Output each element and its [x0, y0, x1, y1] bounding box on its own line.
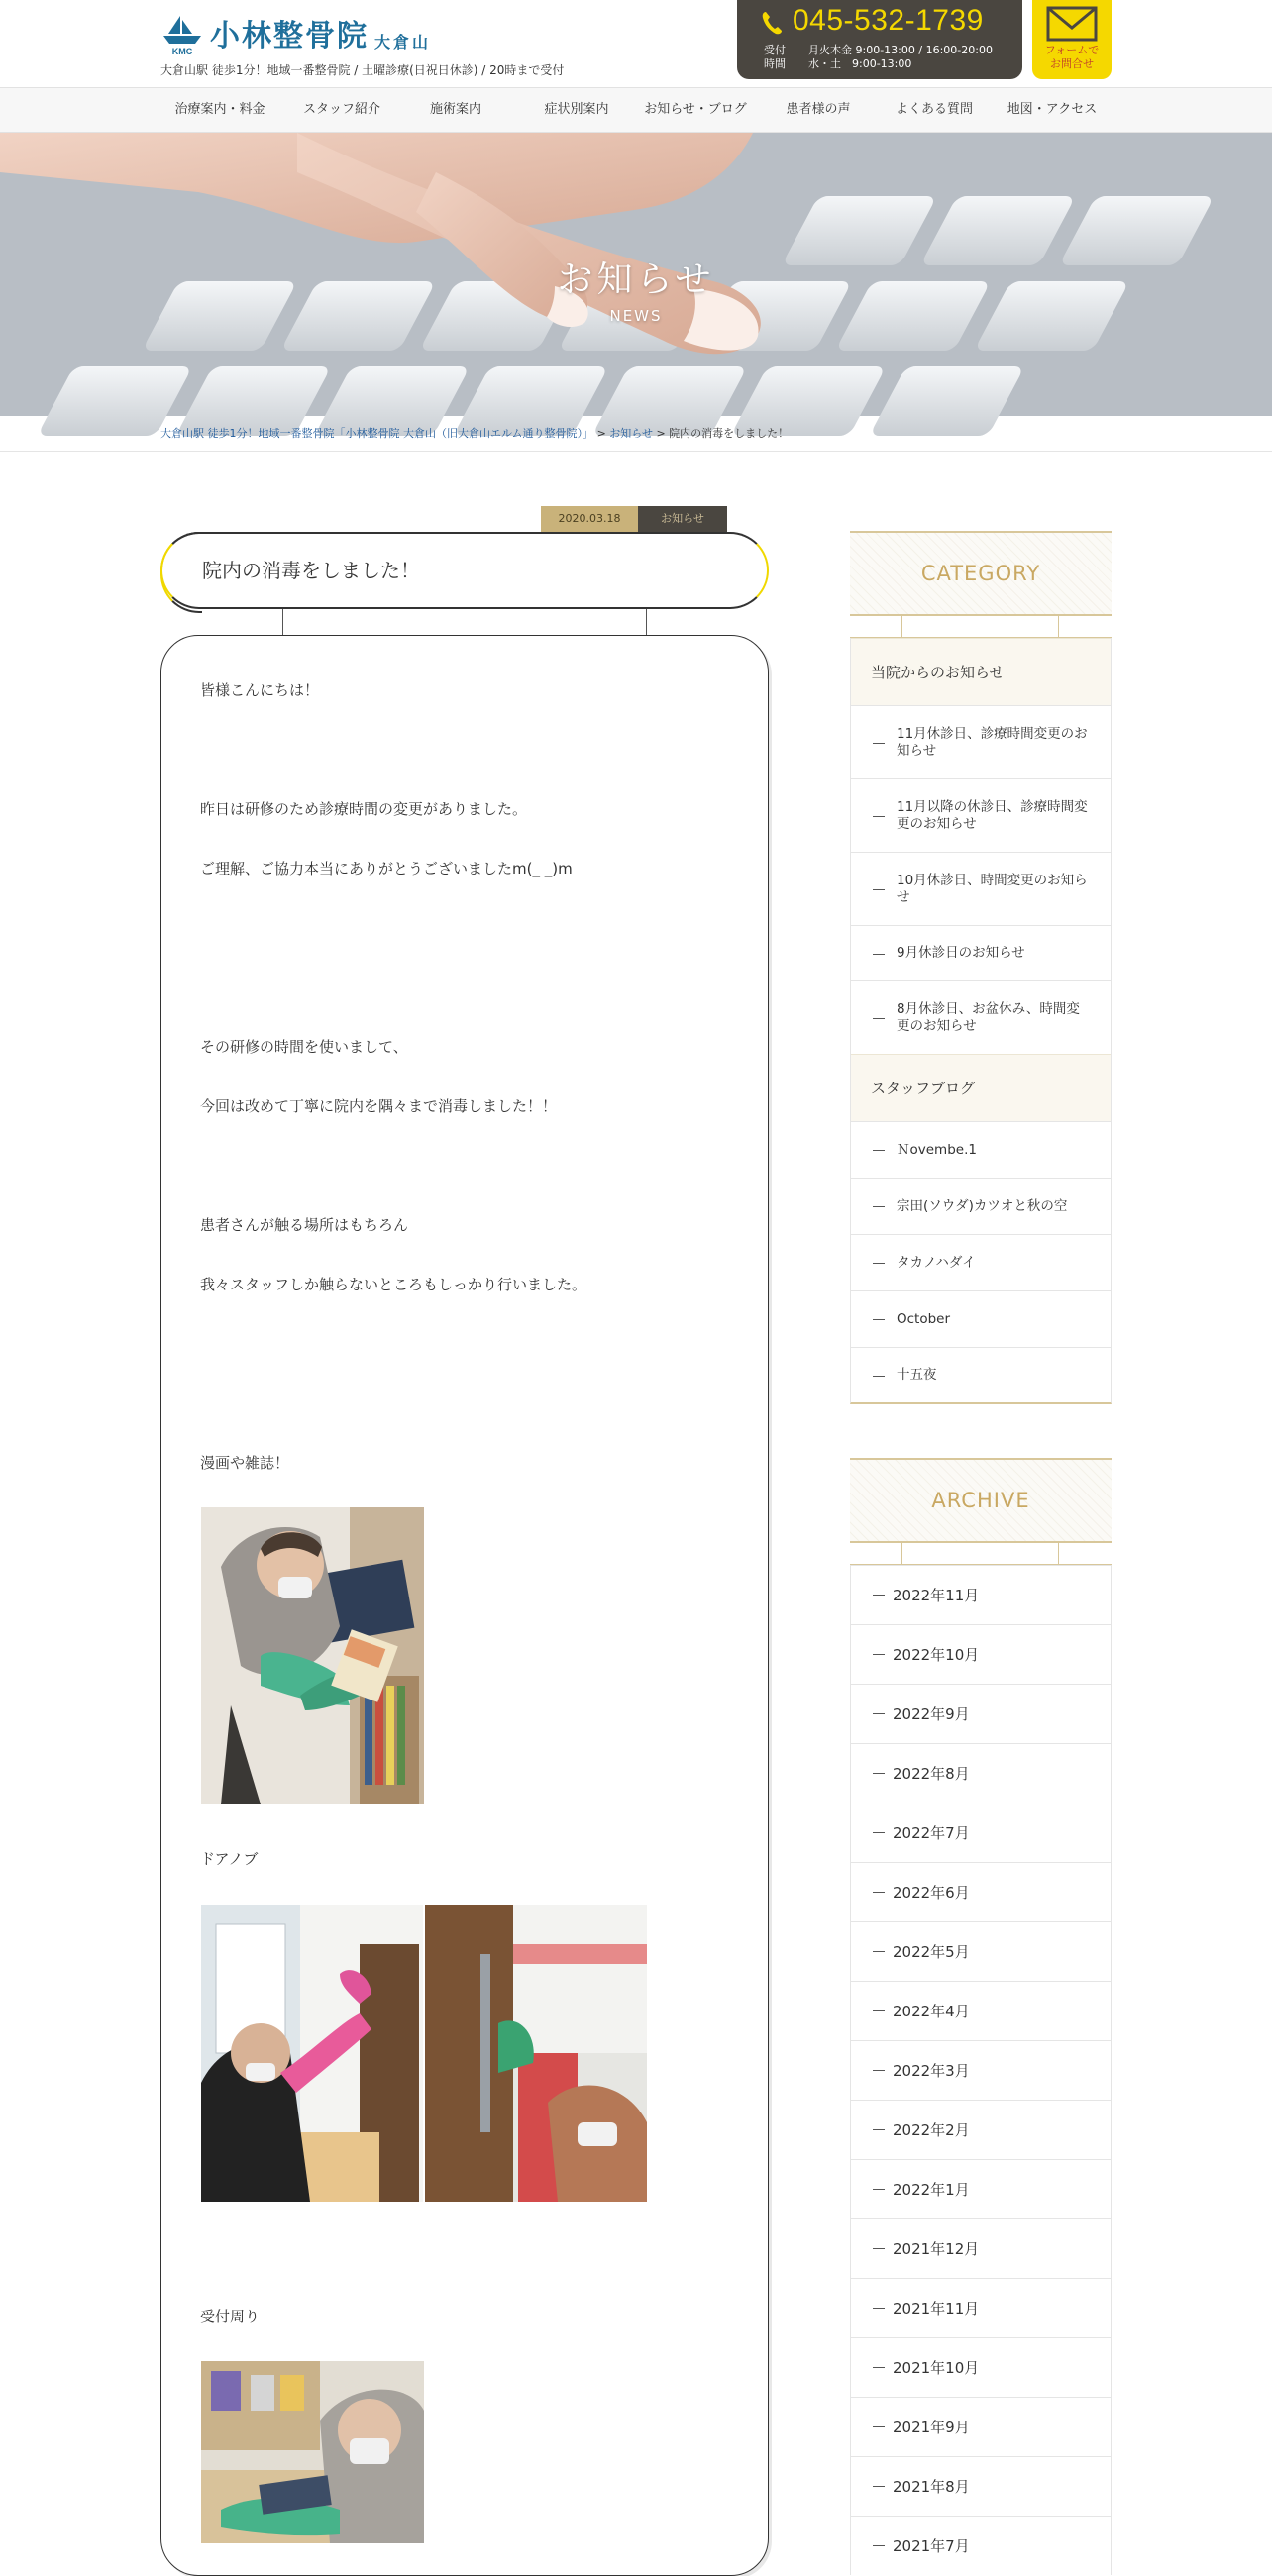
category-group-staff-blog[interactable]: スタッフブログ [851, 1054, 1111, 1121]
category-heading-tabs [850, 616, 1112, 638]
archive-item[interactable]: 2021年11月 [851, 2278, 1111, 2337]
post-paragraph: 昨日は研修のため診療時間の変更がありました。 [200, 800, 528, 818]
breadcrumb-separator: > [596, 427, 606, 440]
category-item[interactable]: 10月休診日、時間変更のお知らせ [851, 852, 1111, 925]
archive-item[interactable]: 2022年11月 [851, 1565, 1111, 1624]
category-heading: CATEGORY [850, 531, 1112, 616]
title-connector [646, 609, 647, 635]
post-paragraph: 漫画や雑誌！ [200, 1454, 290, 1472]
archive-item[interactable]: 2022年2月 [851, 2100, 1111, 2159]
category-item[interactable]: 宗田(ソウダ)カツオと秋の空 [851, 1178, 1111, 1234]
breadcrumb-current: 院内の消毒をしました！ [669, 427, 790, 440]
breadcrumb [0, 416, 1272, 452]
archive-item[interactable]: 2021年7月 [851, 2516, 1111, 2575]
nav-item-staff[interactable]: スタッフ紹介 [302, 102, 380, 117]
nav-item-voices[interactable]: 患者様の声 [786, 102, 851, 117]
post-paragraph: 患者さんが触る場所はもちろん [200, 1216, 409, 1234]
category-item[interactable]: 8月休診日、お盆休み、時間変更のお知らせ [851, 980, 1111, 1054]
logo-name: 小林整骨院 [210, 19, 369, 53]
category-item[interactable]: 9月休診日のお知らせ [851, 925, 1111, 980]
site-header [0, 0, 1272, 87]
post-title-box [160, 532, 769, 609]
category-item[interactable]: Ｎovembe.1 [851, 1121, 1111, 1178]
contact-form-label: フォームで お問合せ [1044, 44, 1100, 70]
nav-item-access[interactable]: 地図・アクセス [1007, 102, 1098, 117]
archive-heading: ARCHIVE [850, 1458, 1112, 1543]
archive-item[interactable]: 2022年6月 [851, 1862, 1111, 1921]
nav-item-treatments[interactable]: 施術案内 [429, 102, 481, 117]
logo-sub: 大倉山 [374, 33, 432, 52]
site-tagline: 大倉山駅 徒歩1分！地域一番整骨院 / 土曜診療(日祝日休診) / 20時まで受付 [160, 63, 565, 77]
tel-hours: 月火木金 9:00-13:00 / 16:00-20:00 水・土 9:00-13:00 [808, 44, 993, 70]
breadcrumb-section-link[interactable]: お知らせ [609, 427, 653, 440]
logo-mark-text: KMC [171, 47, 193, 56]
category-group-clinic-news[interactable]: 当院からのお知らせ [851, 638, 1111, 705]
site-logo[interactable] [160, 14, 431, 55]
category-list [850, 638, 1112, 1404]
post-date: 2020.03.18 [541, 506, 638, 532]
archive-item[interactable]: 2022年3月 [851, 2040, 1111, 2100]
phone-icon [761, 10, 783, 36]
archive-item[interactable]: 2022年4月 [851, 1981, 1111, 2040]
category-item[interactable]: October [851, 1290, 1111, 1347]
photo-disinfecting-door-knobs [201, 1905, 647, 2202]
archive-item[interactable]: 2022年10月 [851, 1624, 1111, 1684]
nav-item-treatment-fees[interactable]: 治療案内・料金 [174, 102, 265, 117]
post-paragraph: 今回は改めて丁寧に院内を隅々まで消毒しました！！ [200, 1097, 558, 1115]
archive-item[interactable]: 2022年8月 [851, 1743, 1111, 1803]
post-paragraph: ドアノブ [200, 1850, 259, 1868]
post-paragraph: 皆様こんにちは！ [200, 681, 320, 699]
archive-item[interactable]: 2022年5月 [851, 1921, 1111, 1981]
post-paragraph: 受付周り [200, 2308, 261, 2325]
post-category-tag[interactable]: お知らせ [638, 506, 727, 532]
mail-icon [1046, 6, 1098, 42]
nav-item-symptoms[interactable]: 症状別案内 [544, 102, 609, 117]
nav-item-faq[interactable]: よくある質問 [895, 102, 973, 117]
tel-box[interactable] [737, 0, 1022, 79]
ship-logo-icon [160, 14, 204, 55]
hero-subtitle: NEWS [609, 307, 663, 325]
tel-label: 受付 時間 [764, 44, 786, 70]
archive-list [850, 1565, 1112, 2575]
archive-item[interactable]: 2021年10月 [851, 2337, 1111, 2397]
archive-item[interactable]: 2021年12月 [851, 2218, 1111, 2278]
contact-form-button[interactable] [1032, 0, 1112, 79]
hero-banner [0, 133, 1272, 416]
photo-disinfecting-reception [201, 2361, 424, 2543]
post-title: 院内の消毒をしました！ [202, 559, 420, 582]
category-item[interactable]: タカノハダイ [851, 1234, 1111, 1290]
breadcrumb-home-link[interactable]: 大倉山駅 徒歩1分！地域一番整骨院「小林整骨院 大倉山（旧大倉山エルム通り整骨院）」 [160, 427, 594, 440]
nav-item-news-blog[interactable]: お知らせ・ブログ [644, 102, 747, 117]
photo-disinfecting-magazines [201, 1507, 424, 1804]
archive-item[interactable]: 2022年1月 [851, 2159, 1111, 2218]
post-paragraph: 我々スタッフしか触らないところもしっかり行いました。 [200, 1276, 587, 1293]
archive-item[interactable]: 2022年7月 [851, 1803, 1111, 1862]
archive-item[interactable]: 2022年9月 [851, 1684, 1111, 1743]
archive-item[interactable]: 2021年8月 [851, 2456, 1111, 2516]
archive-heading-tabs [850, 1543, 1112, 1565]
tel-number[interactable]: 045-532-1739 [793, 4, 984, 37]
archive-item[interactable]: 2021年9月 [851, 2397, 1111, 2456]
breadcrumb-separator: > [656, 427, 666, 440]
category-item[interactable]: 11月休診日、診療時間変更のお知らせ [851, 705, 1111, 778]
category-item[interactable]: 11月以降の休診日、診療時間変更のお知らせ [851, 778, 1111, 852]
hero-title: お知らせ [557, 259, 715, 300]
global-nav [0, 87, 1272, 133]
post-paragraph: ご理解、ご協力本当にありがとうございましたm(_ _)m [200, 860, 573, 877]
post-paragraph: その研修の時間を使いまして、 [200, 1038, 408, 1056]
category-item[interactable]: 十五夜 [851, 1347, 1111, 1402]
title-connector [282, 609, 283, 635]
